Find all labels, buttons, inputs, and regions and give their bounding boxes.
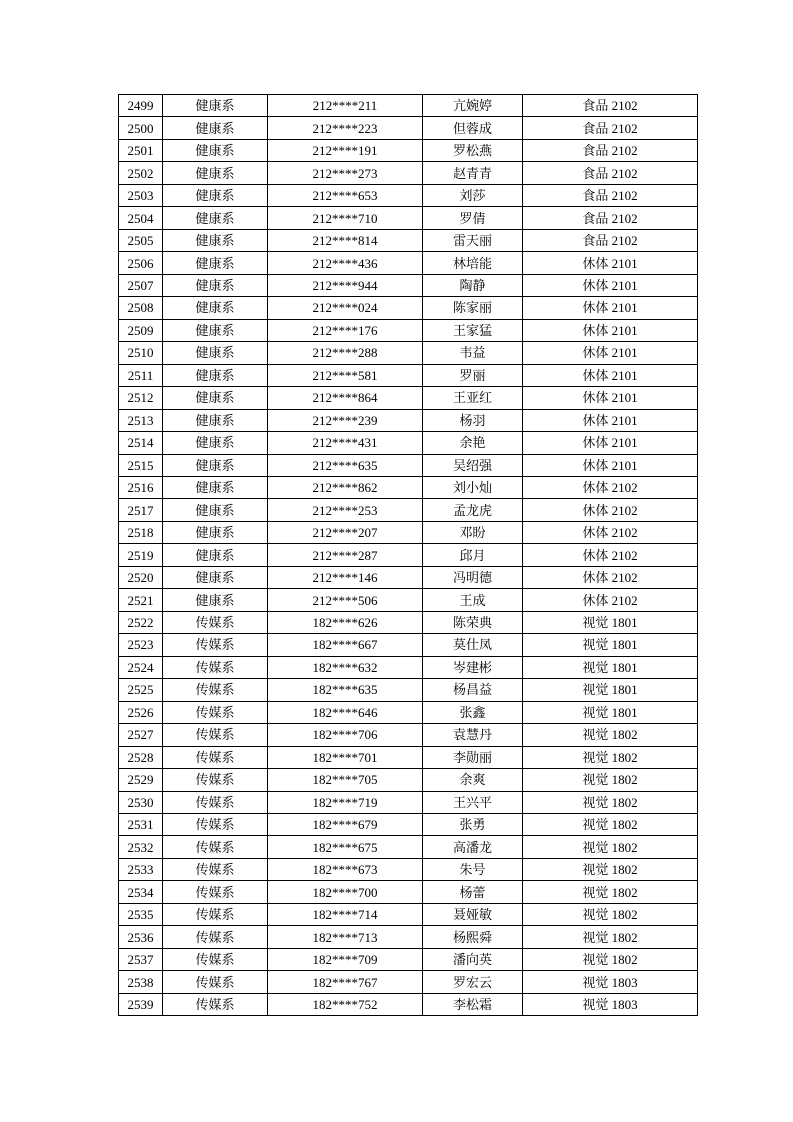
cell-student-id: 182****706 <box>268 724 423 746</box>
cell-student-id: 212****146 <box>268 566 423 588</box>
cell-student-name: 王成 <box>423 589 523 611</box>
cell-row-number: 2523 <box>119 634 163 656</box>
table-row <box>119 993 698 1015</box>
cell-row-number: 2527 <box>119 724 163 746</box>
table-row <box>119 724 698 746</box>
cell-class: 视觉 1803 <box>523 993 698 1015</box>
cell-class: 视觉 1802 <box>523 836 698 858</box>
cell-student-id: 212****944 <box>268 274 423 296</box>
cell-department: 健康系 <box>163 252 268 274</box>
table-row <box>119 701 698 723</box>
cell-student-id: 212****253 <box>268 499 423 521</box>
cell-department: 健康系 <box>163 454 268 476</box>
table-row <box>119 274 698 296</box>
cell-student-name: 罗倩 <box>423 207 523 229</box>
cell-student-name: 张勇 <box>423 814 523 836</box>
cell-department: 健康系 <box>163 229 268 251</box>
cell-class: 视觉 1801 <box>523 634 698 656</box>
cell-class: 视觉 1802 <box>523 724 698 746</box>
cell-class: 休体 2102 <box>523 589 698 611</box>
cell-student-id: 182****646 <box>268 701 423 723</box>
cell-student-name: 潘向英 <box>423 948 523 970</box>
table-row <box>119 252 698 274</box>
cell-class: 视觉 1802 <box>523 769 698 791</box>
table-row <box>119 881 698 903</box>
cell-student-name: 王亚红 <box>423 387 523 409</box>
table-row <box>119 611 698 633</box>
cell-student-name: 赵青青 <box>423 162 523 184</box>
table-row <box>119 95 698 117</box>
cell-student-name: 邓盼 <box>423 521 523 543</box>
cell-student-name: 莫仕凤 <box>423 634 523 656</box>
cell-student-id: 212****211 <box>268 95 423 117</box>
cell-department: 传媒系 <box>163 634 268 656</box>
cell-class: 视觉 1802 <box>523 903 698 925</box>
cell-row-number: 2516 <box>119 476 163 498</box>
cell-department: 健康系 <box>163 364 268 386</box>
cell-student-id: 182****679 <box>268 814 423 836</box>
cell-class: 视觉 1801 <box>523 679 698 701</box>
cell-student-id: 212****581 <box>268 364 423 386</box>
cell-class: 休体 2102 <box>523 521 698 543</box>
table-row <box>119 679 698 701</box>
cell-class: 食品 2102 <box>523 229 698 251</box>
cell-student-id: 212****239 <box>268 409 423 431</box>
cell-student-name: 雷天丽 <box>423 229 523 251</box>
cell-row-number: 2512 <box>119 387 163 409</box>
cell-row-number: 2533 <box>119 858 163 880</box>
cell-row-number: 2532 <box>119 836 163 858</box>
table-row <box>119 791 698 813</box>
cell-class: 视觉 1802 <box>523 746 698 768</box>
cell-student-id: 182****635 <box>268 679 423 701</box>
cell-row-number: 2518 <box>119 521 163 543</box>
cell-student-id: 182****700 <box>268 881 423 903</box>
cell-student-id: 212****024 <box>268 297 423 319</box>
table-row <box>119 566 698 588</box>
cell-student-id: 212****287 <box>268 544 423 566</box>
cell-department: 传媒系 <box>163 791 268 813</box>
cell-student-name: 罗松燕 <box>423 139 523 161</box>
cell-row-number: 2522 <box>119 611 163 633</box>
cell-row-number: 2519 <box>119 544 163 566</box>
cell-department: 传媒系 <box>163 814 268 836</box>
table-row <box>119 948 698 970</box>
cell-student-name: 罗宏云 <box>423 971 523 993</box>
cell-department: 传媒系 <box>163 701 268 723</box>
cell-student-id: 212****862 <box>268 476 423 498</box>
cell-row-number: 2538 <box>119 971 163 993</box>
cell-department: 传媒系 <box>163 836 268 858</box>
cell-class: 休体 2101 <box>523 454 698 476</box>
table-row <box>119 589 698 611</box>
cell-department: 健康系 <box>163 589 268 611</box>
cell-student-name: 高潘龙 <box>423 836 523 858</box>
cell-class: 视觉 1802 <box>523 858 698 880</box>
table-row <box>119 634 698 656</box>
table-row <box>119 432 698 454</box>
cell-student-id: 212****288 <box>268 342 423 364</box>
cell-student-id: 182****709 <box>268 948 423 970</box>
cell-row-number: 2534 <box>119 881 163 903</box>
table-row <box>119 139 698 161</box>
cell-department: 健康系 <box>163 95 268 117</box>
cell-row-number: 2509 <box>119 319 163 341</box>
table-row <box>119 521 698 543</box>
cell-row-number: 2510 <box>119 342 163 364</box>
cell-row-number: 2521 <box>119 589 163 611</box>
cell-row-number: 2511 <box>119 364 163 386</box>
cell-student-name: 亢婉婷 <box>423 95 523 117</box>
cell-row-number: 2535 <box>119 903 163 925</box>
cell-row-number: 2515 <box>119 454 163 476</box>
cell-class: 休体 2102 <box>523 499 698 521</box>
cell-class: 休体 2101 <box>523 319 698 341</box>
cell-row-number: 2505 <box>119 229 163 251</box>
table-row <box>119 409 698 431</box>
cell-department: 传媒系 <box>163 746 268 768</box>
cell-department: 传媒系 <box>163 769 268 791</box>
cell-student-name: 韦益 <box>423 342 523 364</box>
cell-row-number: 2517 <box>119 499 163 521</box>
cell-department: 传媒系 <box>163 903 268 925</box>
cell-department: 传媒系 <box>163 881 268 903</box>
cell-row-number: 2502 <box>119 162 163 184</box>
cell-student-id: 182****713 <box>268 926 423 948</box>
cell-class: 休体 2102 <box>523 544 698 566</box>
cell-student-id: 212****814 <box>268 229 423 251</box>
cell-student-id: 182****752 <box>268 993 423 1015</box>
table-row <box>119 903 698 925</box>
cell-row-number: 2536 <box>119 926 163 948</box>
cell-student-name: 陶静 <box>423 274 523 296</box>
table-row <box>119 319 698 341</box>
table-row <box>119 544 698 566</box>
cell-student-id: 212****506 <box>268 589 423 611</box>
cell-department: 健康系 <box>163 319 268 341</box>
cell-row-number: 2529 <box>119 769 163 791</box>
cell-row-number: 2525 <box>119 679 163 701</box>
cell-class: 食品 2102 <box>523 139 698 161</box>
cell-student-id: 182****675 <box>268 836 423 858</box>
cell-student-name: 聂娅敏 <box>423 903 523 925</box>
cell-student-name: 吴绍强 <box>423 454 523 476</box>
table-row <box>119 814 698 836</box>
cell-department: 传媒系 <box>163 993 268 1015</box>
cell-department: 健康系 <box>163 207 268 229</box>
cell-student-name: 杨羽 <box>423 409 523 431</box>
cell-row-number: 2507 <box>119 274 163 296</box>
cell-class: 食品 2102 <box>523 162 698 184</box>
cell-class: 休体 2102 <box>523 476 698 498</box>
cell-department: 传媒系 <box>163 611 268 633</box>
cell-student-id: 212****635 <box>268 454 423 476</box>
cell-student-name: 邱月 <box>423 544 523 566</box>
cell-row-number: 2514 <box>119 432 163 454</box>
cell-student-name: 张鑫 <box>423 701 523 723</box>
table-row <box>119 117 698 139</box>
cell-row-number: 2513 <box>119 409 163 431</box>
cell-student-name: 刘小灿 <box>423 476 523 498</box>
table-row <box>119 769 698 791</box>
cell-student-name: 袁慧丹 <box>423 724 523 746</box>
cell-student-name: 余艳 <box>423 432 523 454</box>
cell-student-id: 212****431 <box>268 432 423 454</box>
cell-class: 视觉 1802 <box>523 791 698 813</box>
cell-class: 休体 2101 <box>523 342 698 364</box>
cell-class: 视觉 1802 <box>523 926 698 948</box>
cell-student-name: 杨昌益 <box>423 679 523 701</box>
table-row <box>119 387 698 409</box>
cell-class: 视觉 1802 <box>523 948 698 970</box>
table-row <box>119 364 698 386</box>
cell-class: 食品 2102 <box>523 117 698 139</box>
cell-class: 视觉 1803 <box>523 971 698 993</box>
table-row <box>119 836 698 858</box>
cell-student-name: 朱号 <box>423 858 523 880</box>
cell-row-number: 2526 <box>119 701 163 723</box>
cell-student-id: 212****191 <box>268 139 423 161</box>
cell-department: 健康系 <box>163 499 268 521</box>
cell-class: 视觉 1802 <box>523 881 698 903</box>
cell-student-name: 岑建彬 <box>423 656 523 678</box>
cell-class: 休体 2101 <box>523 364 698 386</box>
cell-student-id: 212****436 <box>268 252 423 274</box>
cell-student-id: 182****673 <box>268 858 423 880</box>
cell-student-id: 212****207 <box>268 521 423 543</box>
table-row <box>119 499 698 521</box>
cell-student-id: 182****701 <box>268 746 423 768</box>
table-body <box>119 95 698 1016</box>
cell-student-name: 余爽 <box>423 769 523 791</box>
cell-row-number: 2501 <box>119 139 163 161</box>
cell-row-number: 2524 <box>119 656 163 678</box>
cell-student-id: 182****632 <box>268 656 423 678</box>
cell-department: 传媒系 <box>163 948 268 970</box>
cell-class: 休体 2101 <box>523 409 698 431</box>
cell-department: 健康系 <box>163 139 268 161</box>
table-row <box>119 656 698 678</box>
cell-class: 食品 2102 <box>523 207 698 229</box>
cell-class: 食品 2102 <box>523 95 698 117</box>
table-row <box>119 971 698 993</box>
cell-department: 健康系 <box>163 476 268 498</box>
table-row <box>119 229 698 251</box>
cell-row-number: 2503 <box>119 184 163 206</box>
cell-department: 健康系 <box>163 544 268 566</box>
cell-student-name: 李松霜 <box>423 993 523 1015</box>
cell-row-number: 2539 <box>119 993 163 1015</box>
cell-row-number: 2508 <box>119 297 163 319</box>
cell-student-id: 212****223 <box>268 117 423 139</box>
cell-student-name: 杨熙舜 <box>423 926 523 948</box>
cell-department: 传媒系 <box>163 679 268 701</box>
cell-class: 休体 2101 <box>523 432 698 454</box>
table-row <box>119 297 698 319</box>
cell-row-number: 2530 <box>119 791 163 813</box>
cell-department: 健康系 <box>163 274 268 296</box>
cell-student-name: 王兴平 <box>423 791 523 813</box>
cell-department: 传媒系 <box>163 926 268 948</box>
cell-student-id: 212****176 <box>268 319 423 341</box>
table-row <box>119 454 698 476</box>
cell-row-number: 2531 <box>119 814 163 836</box>
cell-department: 传媒系 <box>163 858 268 880</box>
table-row <box>119 858 698 880</box>
cell-department: 健康系 <box>163 184 268 206</box>
cell-student-name: 王家猛 <box>423 319 523 341</box>
cell-department: 健康系 <box>163 566 268 588</box>
cell-student-name: 刘莎 <box>423 184 523 206</box>
cell-student-id: 212****864 <box>268 387 423 409</box>
cell-department: 健康系 <box>163 342 268 364</box>
cell-student-name: 陈荣典 <box>423 611 523 633</box>
table-row <box>119 342 698 364</box>
cell-department: 传媒系 <box>163 971 268 993</box>
cell-class: 休体 2101 <box>523 252 698 274</box>
cell-row-number: 2506 <box>119 252 163 274</box>
cell-department: 健康系 <box>163 409 268 431</box>
cell-row-number: 2500 <box>119 117 163 139</box>
cell-class: 休体 2101 <box>523 297 698 319</box>
cell-student-id: 182****714 <box>268 903 423 925</box>
cell-row-number: 2528 <box>119 746 163 768</box>
cell-student-name: 孟龙虎 <box>423 499 523 521</box>
cell-department: 健康系 <box>163 297 268 319</box>
cell-student-name: 李勋丽 <box>423 746 523 768</box>
cell-class: 休体 2101 <box>523 387 698 409</box>
cell-student-name: 但蓉成 <box>423 117 523 139</box>
table-row <box>119 746 698 768</box>
table-row <box>119 476 698 498</box>
cell-student-id: 212****653 <box>268 184 423 206</box>
cell-student-id: 182****767 <box>268 971 423 993</box>
cell-row-number: 2520 <box>119 566 163 588</box>
cell-student-id: 182****705 <box>268 769 423 791</box>
cell-department: 传媒系 <box>163 656 268 678</box>
cell-class: 休体 2101 <box>523 274 698 296</box>
table-row <box>119 162 698 184</box>
cell-class: 视觉 1801 <box>523 701 698 723</box>
cell-department: 健康系 <box>163 117 268 139</box>
table-row <box>119 184 698 206</box>
cell-row-number: 2504 <box>119 207 163 229</box>
cell-department: 健康系 <box>163 162 268 184</box>
cell-student-id: 182****667 <box>268 634 423 656</box>
cell-student-id: 182****626 <box>268 611 423 633</box>
cell-student-id: 182****719 <box>268 791 423 813</box>
cell-class: 视觉 1801 <box>523 656 698 678</box>
cell-row-number: 2537 <box>119 948 163 970</box>
cell-student-name: 杨蕾 <box>423 881 523 903</box>
cell-student-name: 林培能 <box>423 252 523 274</box>
cell-student-name: 罗丽 <box>423 364 523 386</box>
student-roster-table <box>118 94 698 1016</box>
cell-class: 食品 2102 <box>523 184 698 206</box>
cell-department: 健康系 <box>163 387 268 409</box>
table-row <box>119 926 698 948</box>
table-row <box>119 207 698 229</box>
cell-class: 视觉 1801 <box>523 611 698 633</box>
cell-department: 健康系 <box>163 432 268 454</box>
cell-class: 视觉 1802 <box>523 814 698 836</box>
cell-department: 传媒系 <box>163 724 268 746</box>
cell-student-id: 212****273 <box>268 162 423 184</box>
cell-student-name: 冯明德 <box>423 566 523 588</box>
cell-department: 健康系 <box>163 521 268 543</box>
cell-class: 休体 2102 <box>523 566 698 588</box>
cell-student-id: 212****710 <box>268 207 423 229</box>
cell-row-number: 2499 <box>119 95 163 117</box>
cell-student-name: 陈家丽 <box>423 297 523 319</box>
